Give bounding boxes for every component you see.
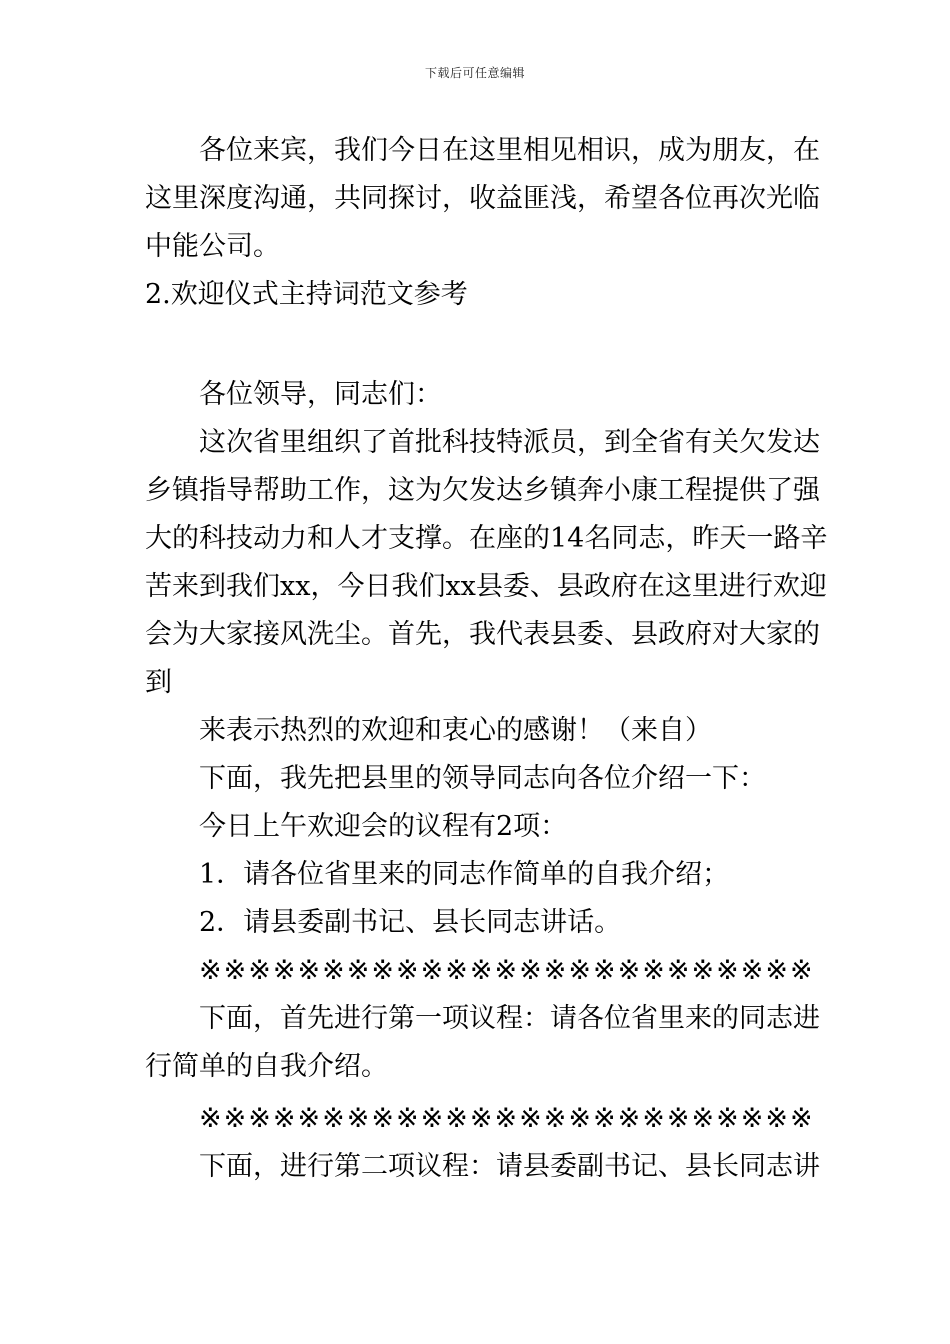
salutation: 各位领导，同志们：: [199, 379, 442, 410]
first-agenda-paragraph: [145, 995, 820, 1091]
paragraph-line: 各位来宾，我们今日在这里相见相识，成为朋友，在: [199, 135, 820, 166]
closing-paragraph: [145, 127, 820, 271]
paragraph-line: 这里深度沟通，共同探讨，收益匪浅，希望各位再次光临: [145, 183, 820, 214]
paragraph-line: 行简单的自我介绍。: [145, 1051, 388, 1082]
agenda-paragraph: 今日上午欢迎会的议程有2项：: [199, 811, 568, 842]
paragraph-line: 乡镇指导帮助工作，这为欠发达乡镇奔小康工程提供了强: [145, 475, 820, 506]
paragraph-line: 中能公司。: [145, 231, 280, 262]
paragraph-line: 会为大家接风洗尘。首先，我代表县委、县政府对大家的: [145, 619, 820, 650]
divider-symbols: ※※※※※※※※※※※※※※※※※※※※※※※※※: [199, 955, 815, 986]
paragraph-line: 这次省里组织了首批科技特派员，到全省有关欠发达: [199, 427, 820, 458]
introduction-paragraph: 下面，我先把县里的领导同志向各位介绍一下：: [199, 763, 766, 794]
section-heading: 2.欢迎仪式主持词范文参考: [145, 279, 468, 310]
divider-symbols: ※※※※※※※※※※※※※※※※※※※※※※※※※: [199, 1103, 815, 1134]
paragraph-line: 到: [145, 667, 172, 698]
document-body: [145, 127, 828, 1191]
intro-paragraph: [145, 419, 828, 707]
welcome-paragraph: 来表示热烈的欢迎和衷心的感谢！（来自）: [199, 715, 712, 746]
paragraph-line: 苦来到我们xx，今日我们xx县委、县政府在这里进行欢迎: [145, 571, 827, 602]
agenda-item-1: 1．请各位省里来的同志作简单的自我介绍；: [199, 859, 730, 890]
paragraph-line: 下面，首先进行第一项议程：请各位省里来的同志进: [199, 1003, 820, 1034]
paragraph-line: 大的科技动力和人才支撑。在座的14名同志，昨天一路辛: [145, 523, 828, 554]
agenda-item-2: 2．请县委副书记、县长同志讲话。: [199, 907, 622, 938]
blank-line: [145, 319, 810, 367]
page-header: 下载后可任意编辑: [424, 66, 525, 80]
second-agenda-paragraph: 下面，进行第二项议程：请县委副书记、县长同志讲: [199, 1151, 820, 1182]
